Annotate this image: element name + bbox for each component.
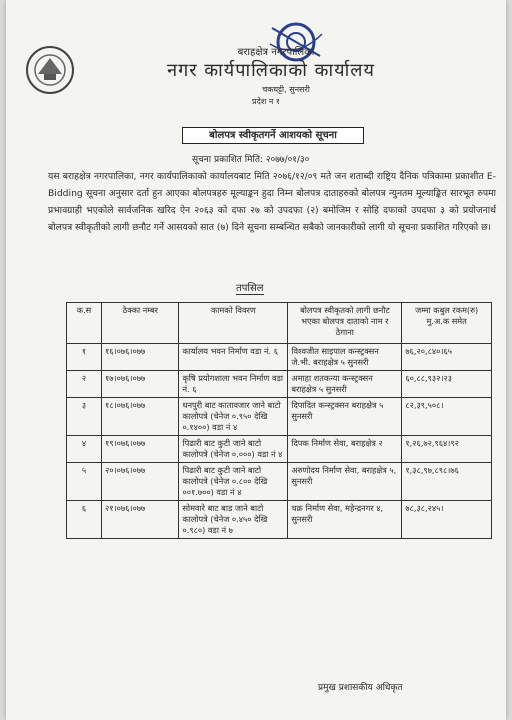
cell-sn: ६ — [67, 501, 102, 539]
cell-bidder: चक्र निर्माण सेवा, महेन्द्रनगर ४, सुनसरी — [288, 501, 402, 539]
cell-sn: ३ — [67, 398, 102, 436]
notice-title: बोलपत्र स्वीकृतगर्ने आशयको सूचना — [182, 127, 364, 144]
header-amount: जम्मा कबुल रकम(रु) मु.अ.क समेत — [402, 303, 492, 344]
signatory-title: प्रमुख प्रशासकीय अधिकृत — [318, 683, 403, 693]
cell-amount: ७८,३८,२४५। — [402, 501, 492, 539]
cell-sn: ४ — [67, 436, 102, 463]
cell-description: पिढारी बाट कुटी जाने बाटो कालोपत्रे (चेनेज ०.८०० देखि ००१.७००) वडा नं ४ — [179, 463, 288, 501]
cell-bidder: अरुणोदय निर्माण सेवा, बराहक्षेत्र ५, सुनसरी — [288, 463, 402, 501]
province: प्रदेश न १ — [252, 97, 280, 106]
cell-amount: ६०,८८,९३२।२३ — [402, 371, 492, 398]
annex-caption: तपसिल — [236, 280, 264, 295]
cell-tender-no: २०।०७६।०७७ — [102, 463, 179, 501]
cell-description: कार्यालय भवन निर्माण वडा नं. ६ — [179, 344, 288, 371]
cell-sn: २ — [67, 371, 102, 398]
table-row — [67, 463, 492, 501]
cell-description: कृषि प्रयोगशाला भवन निर्माण वडा नं. ६ — [179, 371, 288, 398]
table-row — [67, 501, 492, 539]
table-row — [67, 436, 492, 463]
cell-tender-no: १९।०७६।०७७ — [102, 436, 179, 463]
cell-bidder: दिपक निर्माण सेवा, बराहक्षेत्र २ — [288, 436, 402, 463]
cell-tender-no: २१।०७६।०७७ — [102, 501, 179, 539]
office-name: नगर कार्यपालिकाको कार्यालय — [167, 60, 375, 81]
cell-tender-no: १७।०७६।०७७ — [102, 371, 179, 398]
notice-document — [6, 0, 506, 720]
municipality-name: बराहक्षेत्र नगरपालिका — [237, 47, 315, 58]
cell-amount: १,३८,९७,८९८।७६ — [402, 463, 492, 501]
cell-amount: ७६,२०,८४०।६५ — [402, 344, 492, 371]
cell-amount: ८२,३९,५०८। — [402, 398, 492, 436]
cell-bidder: अमाहा शतकन्या कन्स्ट्रक्सन बराहक्षेत्र ५ सुनसरी — [288, 371, 402, 398]
cell-description: सोमवारे बाट बाड जाने बाटो कालोपत्रे (चेनेज ०.४५० देखि ०.९८०) वडा नं ७ — [179, 501, 288, 539]
cell-sn: ५ — [67, 463, 102, 501]
office-address: चकघट्टी, सुनसरी — [262, 85, 310, 94]
table-row — [67, 398, 492, 436]
government-emblem-icon — [24, 44, 76, 96]
selected-bidders-table — [66, 302, 492, 539]
cell-amount: १,२६,७२,९६४।९२ — [402, 436, 492, 463]
cell-bidder: विश्वजीत साइपाल कन्स्ट्रक्सन जे.भी. बराहक्षेत्र ५ सुनसरी — [288, 344, 402, 371]
header-tender-no: ठेक्का नम्बर — [102, 303, 179, 344]
cell-tender-no: १६।०७६।०७७ — [102, 344, 179, 371]
header-bidder: बोलपत्र स्वीकृतको लागी छनौट भएका बोलपत्र दाताको नाम र ठेगाना — [288, 303, 402, 344]
cell-bidder: दिपादित कन्स्ट्रक्सन बराहक्षेत्र ५ सुनसरी — [288, 398, 402, 436]
header-work-description: कामको विवरण — [179, 303, 288, 344]
cell-sn: १ — [67, 344, 102, 371]
table-row — [67, 344, 492, 371]
table-header-row — [67, 303, 492, 344]
cell-description: धनपुरी बाट कातावजार जाने बाटो कालोपत्रे (चेनेज ०.९५० देखि ०.१४००) वडा नं ४ — [179, 398, 288, 436]
published-date: सूचना प्रकाशित मिति: २०७७/०१/३० — [192, 155, 310, 165]
cell-description: पिढारी बाट कुटी जाने बाटो कालोपत्रे (चेनेज ०.०००) वडा नं ४ — [179, 436, 288, 463]
table-row — [67, 371, 492, 398]
notice-body: यस बराहक्षेत्र नगरपालिका, नगर कार्यपालिकाको कार्यालयबाट मिति २०७६/१२/०९ मते जन शताब्दी राष्ट्रिय दैनिक पत्रिकामा प्रकाशीत E-Bidding सूचना अनुसार दर्ता हुन आएका बोलपत्रहरु मूल्याङ्कन हुदा निम्न बोलपत्र दाताहरुको बोलपत्र न्युनतम मूल्याङ्कित सारभूत रुपमा प्रभावग्राही भएकोले सार्वजनिक खरिद ऐन २०६३ को दफा २७ को उपदफा (२) बमोजिम र सोहि दफाको उपदफा ३ को प्रयोजनार्थ बोलपत्र स्वीकृतीको लागी छनौट गर्ने आसयको सात (७) दिने सूचना सम्बन्धित सबैको जानकारीको लागी यो सूचना प्रकाशित गरिएको छ। — [48, 171, 496, 233]
cell-tender-no: १८।०७६।०७७ — [102, 398, 179, 436]
header-sn: क.स — [67, 303, 102, 344]
